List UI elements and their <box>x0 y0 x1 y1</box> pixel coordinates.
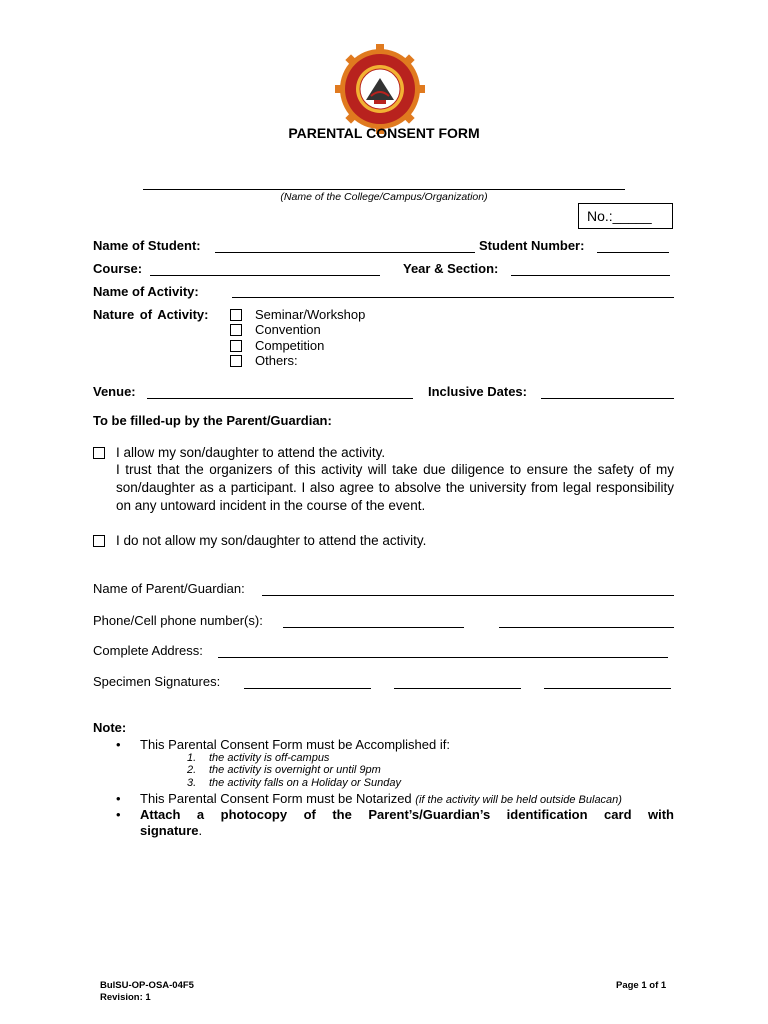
note-item-3-signature: signature <box>140 823 199 838</box>
seminar-option: Seminar/Workshop <box>255 307 366 322</box>
activity-name-line[interactable] <box>232 297 674 298</box>
college-line[interactable] <box>143 189 625 190</box>
allow-line: I allow my son/daughter to attend the activity. <box>116 445 386 460</box>
activity-nature-label: Nature of Activity: <box>93 307 209 322</box>
college-caption: (Name of the College/Campus/Organization) <box>280 191 488 203</box>
phone-line-2[interactable] <box>499 627 674 628</box>
form-code: BulSU-OP-OSA-04F5 <box>100 980 194 991</box>
note-item-1: This Parental Consent Form must be Accomplished if: <box>140 737 450 752</box>
allow-paragraph: I trust that the organizers of this activity will take due diligence to ensure the safety of my son/daughter as a participant. I also agree to absolve the university from legal responsibility on any untoward incident in the course of the event. <box>116 462 674 513</box>
page-number: Page 1 of 1 <box>616 980 667 991</box>
seminar-checkbox[interactable] <box>230 309 242 321</box>
form-title: PARENTAL CONSENT FORM <box>288 125 480 141</box>
sub-item-2-text: the activity is overnight or until 9pm <box>209 764 381 776</box>
others-option: Others: <box>255 353 298 368</box>
inclusive-dates-line[interactable] <box>541 398 674 399</box>
sub-item-1-num: 1. <box>187 752 197 764</box>
others-checkbox[interactable] <box>230 355 242 367</box>
student-name-line[interactable] <box>215 252 475 253</box>
venue-label: Venue: <box>93 384 136 399</box>
note-item-3-line2 <box>140 823 202 838</box>
course-label: Course: <box>93 261 143 276</box>
address-label: Complete Address: <box>93 643 203 658</box>
note-item-2-main: This Parental Consent Form must be Notarized <box>140 791 412 806</box>
phone-label: Phone/Cell phone number(s): <box>93 613 263 628</box>
note-bullet-1: • <box>116 737 121 752</box>
form-revision: Revision: 1 <box>100 992 151 1003</box>
parent-name-line[interactable] <box>262 595 674 596</box>
signature-line-2[interactable] <box>394 688 521 689</box>
university-seal <box>333 42 427 136</box>
year-section-line[interactable] <box>511 275 670 276</box>
number-label: No.:_____ <box>587 208 652 224</box>
competition-checkbox[interactable] <box>230 340 242 352</box>
note-bullet-2: • <box>116 791 121 806</box>
competition-option: Competition <box>255 338 325 353</box>
phone-line-1[interactable] <box>283 627 464 628</box>
signature-line-1[interactable] <box>244 688 371 689</box>
student-name-label: Name of Student: <box>93 238 201 253</box>
convention-option: Convention <box>255 322 321 337</box>
address-line[interactable] <box>218 657 668 658</box>
note-item-3-end: . <box>198 823 203 838</box>
activity-name-label: Name of Activity: <box>93 284 199 299</box>
inclusive-dates-label: Inclusive Dates: <box>428 384 527 399</box>
allow-checkbox[interactable] <box>93 447 105 459</box>
disallow-checkbox[interactable] <box>93 535 105 547</box>
sub-item-2-num: 2. <box>187 764 197 776</box>
note-item-2-paren: (if the activity will be held outside Bulacan) <box>415 794 622 806</box>
parent-name-label: Name of Parent/Guardian: <box>93 581 245 596</box>
signature-line-3[interactable] <box>544 688 671 689</box>
note-item-3-line1: Attach a photocopy of the Parent’s/Guardian’s identification card with <box>140 807 674 822</box>
seal-icon <box>333 42 427 136</box>
number-box[interactable] <box>578 203 673 229</box>
note-heading: Note: <box>93 720 127 735</box>
course-line[interactable] <box>150 275 380 276</box>
note-item-2 <box>140 791 622 806</box>
year-section-label: Year & Section: <box>403 261 499 276</box>
venue-line[interactable] <box>147 398 413 399</box>
sub-item-3-num: 3. <box>187 777 197 789</box>
note-bullet-3: • <box>116 807 121 822</box>
parent-section-heading: To be filled-up by the Parent/Guardian: <box>93 413 332 428</box>
convention-checkbox[interactable] <box>230 324 242 336</box>
student-number-label: Student Number: <box>479 238 585 253</box>
student-number-line[interactable] <box>597 252 669 253</box>
sub-item-1-text: the activity is off-campus <box>209 752 330 764</box>
sub-item-3-text: the activity falls on a Holiday or Sunday <box>209 777 401 789</box>
disallow-line: I do not allow my son/daughter to attend the activity. <box>116 533 427 548</box>
signatures-label: Specimen Signatures: <box>93 674 221 689</box>
